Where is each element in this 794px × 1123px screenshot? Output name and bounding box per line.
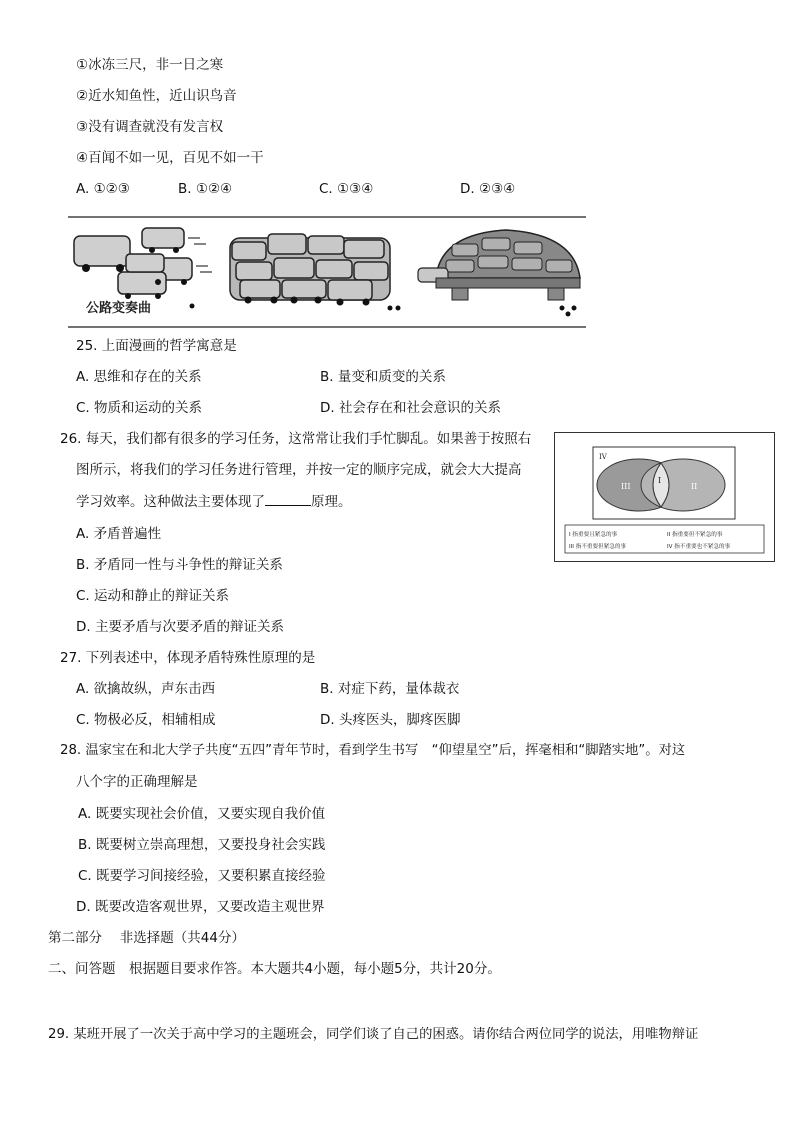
q25-option-b: B. 量变和质变的关系 (320, 369, 446, 385)
q26-line-3 (76, 492, 352, 511)
q27-option-d: D. 头疼医头，脚疼医脚 (320, 712, 461, 728)
q28-option-c: C. 既要学习间接经验，又要积累直接经验 (78, 868, 326, 884)
legend-item-1: I 指重要且紧急的事 (569, 532, 618, 538)
q24-item-4: ④百闻不如一见，百见不如一干 (76, 150, 264, 166)
traffic-cartoon-drawing (68, 214, 586, 330)
part-two-title: 第二部分 非选择题（共44分） (48, 930, 245, 946)
q27-option-c: C. 物极必反，相辅相成 (76, 712, 216, 728)
region-label-i: I (658, 476, 662, 485)
q28-line-1: 28. 温家宝在和北大学子共度“五四”青年节时，看到学生书写 “仰望星空”后，挥毫相和“脚踏实地”。对这 (60, 743, 686, 758)
q24-option-b: B. ①②④ (178, 181, 233, 197)
q28-option-a: A. 既要实现社会价值，又要实现自我价值 (78, 806, 326, 822)
q25-option-d: D. 社会存在和社会意识的关系 (320, 400, 501, 416)
q27-option-b: B. 对症下药，量体裁衣 (320, 681, 460, 697)
q24-item-2: ②近水知鱼性，近山识鸟音 (76, 88, 237, 104)
region-label-iii: III (621, 482, 631, 491)
section-heading: 二、问答题 根据题目要求作答。本大题共4小题，每小题5分，共计20分。 (48, 961, 501, 977)
task-quadrant-figure (554, 432, 775, 562)
q28-option-d: D. 既要改造客观世界，又要改造主观世界 (76, 899, 325, 915)
q28-line-2: 八个字的正确理解是 (76, 774, 198, 790)
answer-blank (265, 492, 311, 506)
q27-stem: 27. 下列表述中，体现矛盾特殊性原理的是 (60, 650, 316, 666)
region-label-ii: II (691, 482, 698, 491)
q24-option-c: C. ①③④ (319, 181, 374, 197)
q26-option-d: D. 主要矛盾与次要矛盾的辩证关系 (76, 619, 284, 635)
q24-option-a: A. ①②③ (76, 181, 130, 197)
q26-line-1: 26. 每天，我们都有很多的学习任务，这常常让我们手忙脚乱。如果善于按照右 (60, 431, 532, 447)
q25-stem: 25. 上面漫画的哲学寓意是 (76, 338, 237, 354)
q26-option-c: C. 运动和静止的辩证关系 (76, 588, 230, 604)
q25-option-a: A. 思维和存在的关系 (76, 369, 202, 385)
q26-line-2: 图所示，将我们的学习任务进行管理，并按一定的顺序完成，就会大大提高 (76, 462, 522, 478)
legend-item-2: II 指重要但不紧急的事 (667, 532, 723, 538)
q29-line-1: 29. 某班开展了一次关于高中学习的主题班会，同学们谈了自己的困惑。请你结合两位同学的说法，用唯物辩证 (48, 1027, 699, 1042)
q24-item-3: ③没有调查就没有发言权 (76, 119, 224, 135)
legend-item-3: III 指不重要但紧急的事 (569, 544, 627, 550)
traffic-cartoon (68, 214, 586, 330)
venn-diagram (555, 433, 774, 561)
q24-item-1: ①冰冻三尺，非一日之寒 (76, 57, 224, 73)
cartoon-caption: 公路变奏曲 (86, 301, 152, 316)
q24-option-d: D. ②③④ (460, 181, 516, 197)
q25-option-c: C. 物质和运动的关系 (76, 400, 203, 416)
q27-option-a: A. 欲擒故纵，声东击西 (76, 681, 216, 697)
legend-item-4: IV 指不重要也不紧急的事 (667, 544, 731, 550)
q26-line-3-end: 原理。 (311, 494, 352, 510)
q26-line-3-start: 学习效率。这种做法主要体现了 (76, 494, 265, 510)
q28-option-b: B. 既要树立崇高理想，又要投身社会实践 (78, 837, 326, 853)
region-label-iv: IV (599, 453, 607, 461)
q26-option-b: B. 矛盾同一性与斗争性的辩证关系 (76, 557, 283, 573)
q26-option-a: A. 矛盾普遍性 (76, 526, 162, 542)
